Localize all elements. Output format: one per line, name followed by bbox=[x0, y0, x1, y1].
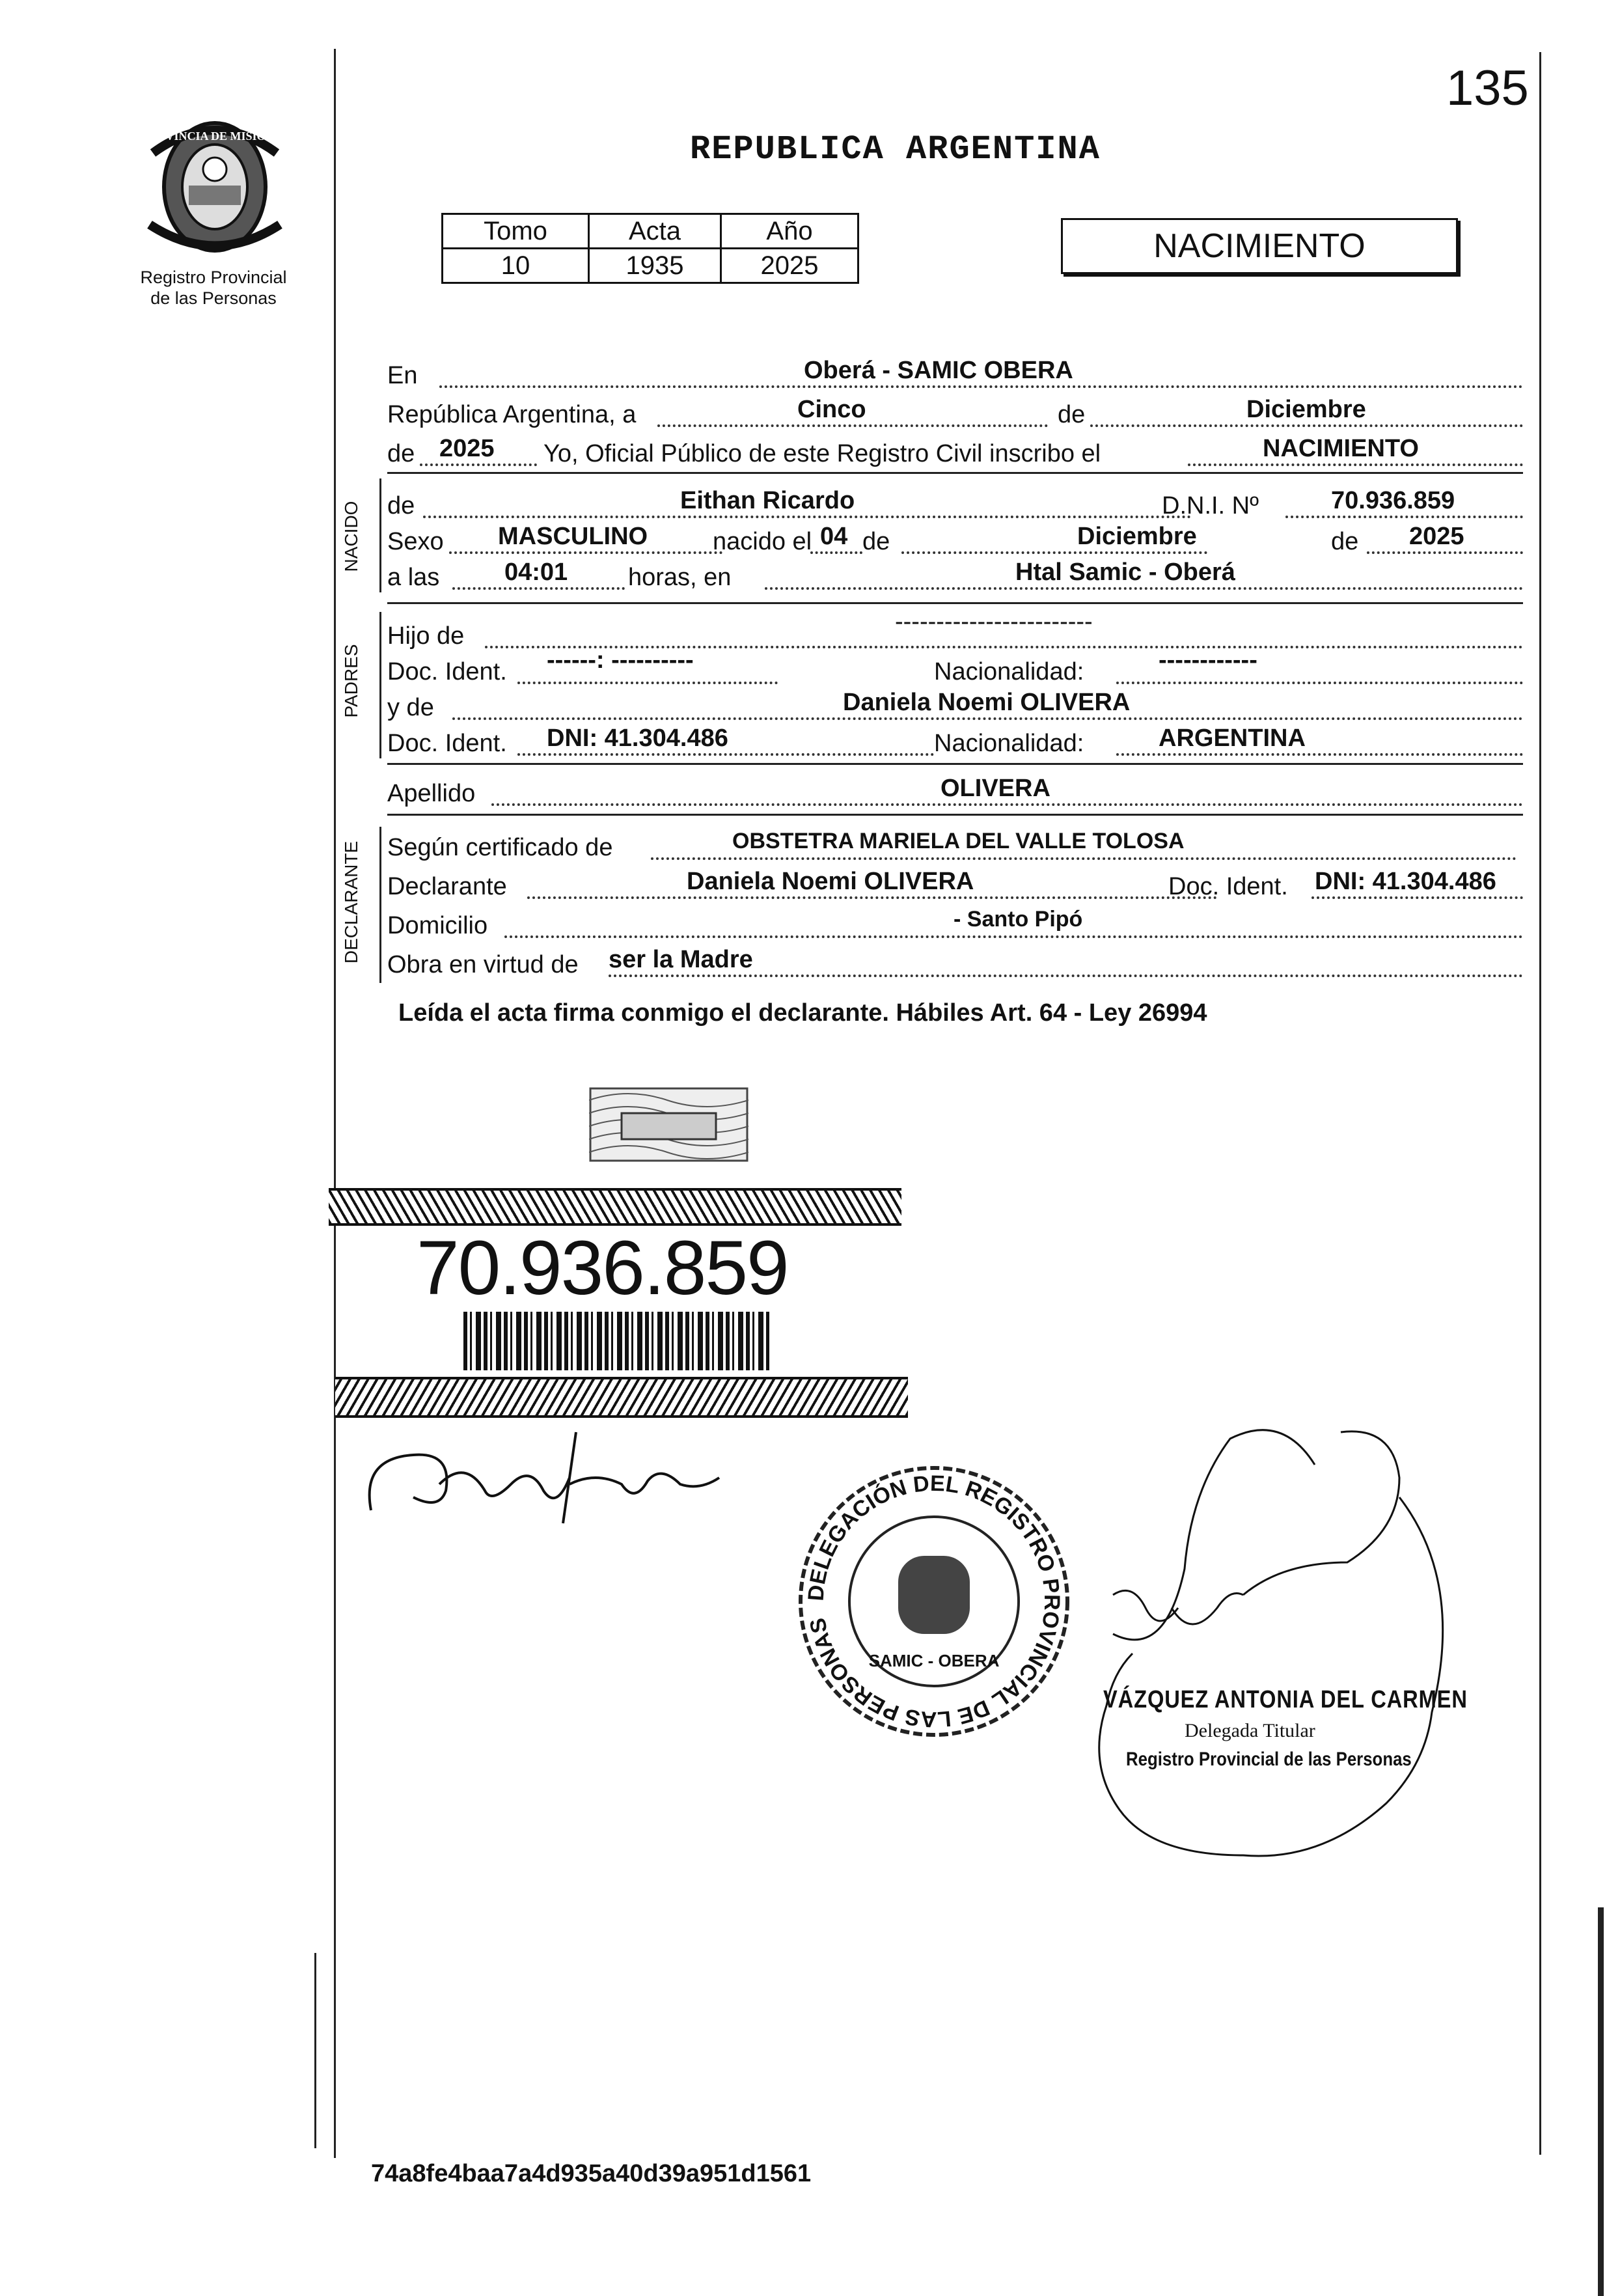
padre-nacionalidad-value: ------------ bbox=[1159, 646, 1257, 674]
yo-text: Yo, Oficial Público de este Registro Civil inscribo el bbox=[543, 440, 1101, 467]
madre-nacionalidad-label: Nacionalidad: bbox=[934, 730, 1084, 757]
madre-nacionalidad-value: ARGENTINA bbox=[1159, 725, 1306, 752]
de-label-nac-2: de bbox=[1331, 528, 1359, 555]
hora-value: 04:01 bbox=[504, 559, 568, 586]
delegate-office: Registro Provincial de las Personas bbox=[1126, 1749, 1412, 1770]
row-padre-doc bbox=[387, 646, 1523, 687]
madre-doc-label: Doc. Ident. bbox=[387, 730, 507, 757]
delegate-name: VÁZQUEZ ANTONIA DEL CARMEN bbox=[1103, 1686, 1468, 1713]
nacido-section-label: NACIDO bbox=[341, 501, 361, 572]
de-label: de bbox=[1058, 401, 1086, 428]
barcode bbox=[463, 1312, 769, 1370]
declarante-doc-label: Doc. Ident. bbox=[1168, 873, 1288, 900]
sticker-pattern-bottom bbox=[335, 1377, 908, 1418]
right-margin-line bbox=[1539, 52, 1541, 2155]
document-type-box: NACIMIENTO bbox=[1061, 218, 1458, 274]
obra-label: Obra en virtud de bbox=[387, 951, 579, 978]
anio-value-text: 2025 bbox=[439, 435, 495, 462]
madre-doc-value: DNI: 41.304.486 bbox=[547, 725, 728, 752]
row-y-de bbox=[387, 689, 1523, 723]
domicilio-label: Domicilio bbox=[387, 912, 488, 939]
anio-value: 2025 bbox=[721, 249, 858, 283]
row-domicilio bbox=[387, 907, 1523, 941]
row-madre-doc bbox=[387, 725, 1523, 758]
apellido-value: OLIVERA bbox=[940, 775, 1050, 802]
nacido-bracket bbox=[379, 478, 381, 592]
row-obra bbox=[387, 946, 1523, 980]
province-seal-logo bbox=[133, 114, 296, 260]
nacido-de-label: de bbox=[387, 492, 415, 519]
dni-label: D.N.I. Nº bbox=[1162, 492, 1259, 519]
declarante-doc-value: DNI: 41.304.486 bbox=[1315, 868, 1496, 895]
security-hologram bbox=[589, 1087, 748, 1162]
page-title: REPUBLICA ARGENTINA bbox=[690, 130, 1101, 169]
padre-nacionalidad-label: Nacionalidad: bbox=[934, 658, 1084, 685]
a-las-label: a las bbox=[387, 564, 440, 591]
declarant-signature bbox=[361, 1419, 726, 1530]
divider-4 bbox=[387, 814, 1523, 816]
anio-label: Año bbox=[721, 214, 858, 249]
y-de-label: y de bbox=[387, 694, 434, 721]
declarante-section-label: DECLARANTE bbox=[341, 840, 361, 964]
anio-nacimiento-value: 2025 bbox=[1409, 523, 1464, 550]
sexo-label: Sexo bbox=[387, 528, 444, 555]
official-signature bbox=[1035, 1400, 1464, 1868]
en-value: Oberá - SAMIC OBERA bbox=[804, 357, 1073, 384]
divider-1 bbox=[387, 472, 1523, 474]
row-hora bbox=[387, 559, 1523, 592]
madre-nombre-value: Daniela Noemi OLIVERA bbox=[843, 689, 1131, 716]
inscribe-value: NACIMIENTO bbox=[1263, 435, 1419, 462]
left-edge-line bbox=[314, 1953, 316, 2148]
document-hash: 74a8fe4baa7a4d935a40d39a951d1561 bbox=[371, 2160, 812, 2187]
obra-value: ser la Madre bbox=[609, 946, 753, 973]
domicilio-value: - Santo Pipó bbox=[954, 907, 1083, 932]
row-declarante bbox=[387, 868, 1523, 902]
padre-doc-label: Doc. Ident. bbox=[387, 658, 507, 685]
official-stamp bbox=[791, 1458, 1077, 1745]
dia-value: Cinco bbox=[797, 396, 866, 423]
row-inscripcion bbox=[387, 435, 1523, 469]
registry-caption bbox=[116, 267, 311, 309]
tomo-label: Tomo bbox=[443, 214, 589, 249]
en-label: En bbox=[387, 362, 418, 389]
stamp-inner-text: SAMIC - OBERA bbox=[868, 1651, 1000, 1670]
nombre-value: Eithan Ricardo bbox=[680, 487, 855, 514]
nacido-el-label: nacido el bbox=[713, 528, 812, 555]
dni-sticker-number: 70.936.859 bbox=[417, 1225, 788, 1311]
left-margin-line bbox=[334, 49, 336, 2158]
certificado-value: OBSTETRA MARIELA DEL VALLE TOLOSA bbox=[732, 829, 1185, 853]
republica-label: República Argentina, a bbox=[387, 401, 637, 428]
divider-2 bbox=[387, 602, 1523, 604]
stamp-outer-text: DELEGACIÓN DEL REGISTRO PROVINCIAL DE LAS PERSONAS bbox=[803, 1471, 1065, 1732]
padres-bracket bbox=[379, 612, 381, 758]
right-edge-bar bbox=[1598, 1907, 1604, 2296]
padres-section-label: PADRES bbox=[341, 644, 361, 718]
tomo-value: 10 bbox=[443, 249, 589, 283]
logo-text: PROVINCIA DE MISIONES bbox=[141, 130, 289, 143]
apellido-label: Apellido bbox=[387, 780, 476, 807]
row-en bbox=[387, 357, 1523, 391]
mes-value: Diciembre bbox=[1246, 396, 1366, 423]
mes-nacimiento-value: Diciembre bbox=[1077, 523, 1197, 550]
de-label-2: de bbox=[387, 440, 415, 467]
padre-nombre-value: ------------------------ bbox=[895, 608, 1093, 635]
tomo-acta-anio-table bbox=[441, 213, 859, 284]
de-label-nac: de bbox=[862, 528, 890, 555]
row-nombre bbox=[387, 487, 1523, 521]
lugar-value: Htal Samic - Oberá bbox=[1015, 559, 1235, 586]
declarante-value: Daniela Noemi OLIVERA bbox=[687, 868, 974, 895]
dia-nacimiento-value: 04 bbox=[820, 523, 848, 550]
divider-3 bbox=[387, 763, 1523, 765]
registry-caption-line-2: de las Personas bbox=[150, 288, 277, 308]
certificado-label: Según certificado de bbox=[387, 834, 613, 861]
page-number: 135 bbox=[1446, 61, 1529, 116]
legal-note: Leída el acta firma conmigo el declarante. Hábiles Art. 64 - Ley 26994 bbox=[398, 999, 1207, 1027]
row-apellido bbox=[387, 775, 1523, 809]
row-sexo bbox=[387, 523, 1523, 557]
delegate-role: Delegada Titular bbox=[1185, 1720, 1315, 1741]
sticker-pattern-top bbox=[329, 1188, 901, 1226]
dni-value: 70.936.859 bbox=[1331, 487, 1455, 514]
registry-caption-line-1: Registro Provincial bbox=[140, 268, 287, 287]
hijo-de-label: Hijo de bbox=[387, 622, 465, 650]
row-fecha bbox=[387, 396, 1523, 430]
declarante-bracket bbox=[379, 827, 381, 983]
horas-en-label: horas, en bbox=[628, 564, 732, 591]
row-certificado bbox=[387, 829, 1523, 863]
sexo-value: MASCULINO bbox=[498, 523, 648, 550]
declarante-label: Declarante bbox=[387, 873, 507, 900]
acta-label: Acta bbox=[589, 214, 721, 249]
padre-doc-value: ------: ---------- bbox=[547, 646, 694, 674]
acta-value: 1935 bbox=[589, 249, 721, 283]
